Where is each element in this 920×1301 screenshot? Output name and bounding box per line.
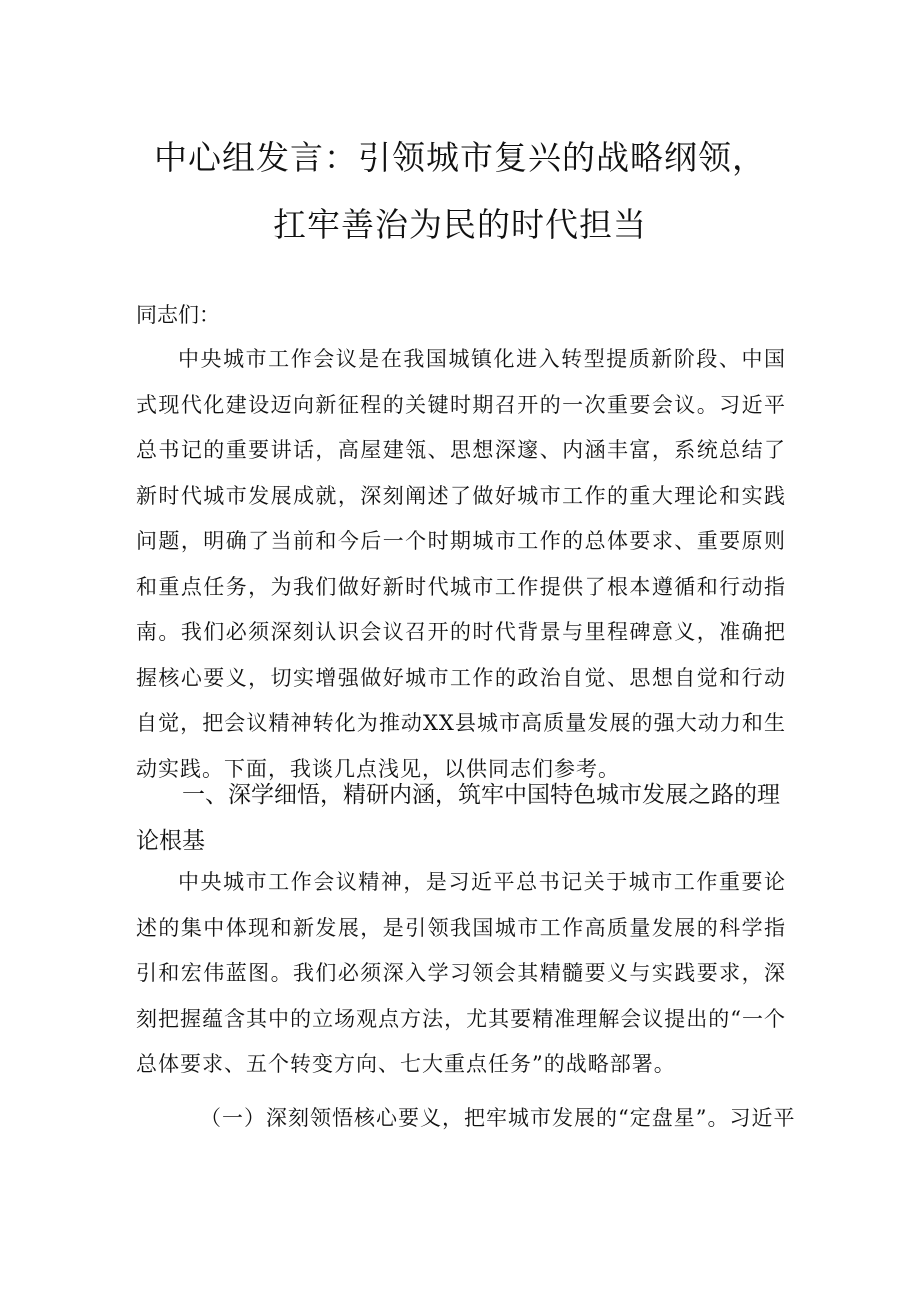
- salutation: 同志们：: [136, 303, 220, 327]
- subsection-1-text: （一）深刻领悟核心要义，把牢城市发展的“定盘星”。习近平: [200, 1106, 796, 1130]
- document-title-line-2: 扛牢善治为民的时代担当: [273, 205, 647, 244]
- intro-paragraph: 中央城市工作会议是在我国城镇化进入转型提质新阶段、中国式现代化建设迈向新征程的关键时期召开的一次重要会议。习近平总书记的重要讲话，高屋建瓴、思想深邃、内涵丰富，系统总结了新时代城市发展成就，深刻阐述了做好城市工作的重大理论和实践问题，明确了当前和今后一个时期城市工作的总体要求、重要原则和重点任务，为我们做好新时代城市工作提供了根本遵循和行动指南。我们必须深刻认识会议召开的时代背景与里程碑意义，准确把握核心要义，切实增强做好城市工作的政治自觉、思想自觉和行动自觉，把会议精神转化为推动XX县城市高质量发展的强大动力和生动实践。下面，我谈几点浅见，以供同志们参考。: [136, 347, 786, 781]
- document-title-line-1: 中心组发言：引领城市复兴的战略纲领，: [154, 138, 766, 177]
- section-1-heading: 一、深学细悟，精研内涵，筑牢中国特色城市发展之路的理论根基: [136, 782, 780, 854]
- section-1-paragraph: 中央城市工作会议精神，是习近平总书记关于城市工作重要论述的集中体现和新发展，是引领我国城市工作高质量发展的科学指引和宏伟蓝图。我们必须深入学习领会其精髓要义与实践要求，深刻把握蕴含其中的立场观点方法，尤其要精准理解会议提出的“一个总体要求、五个转变方向、七大重点任务”的战略部署。: [136, 870, 786, 1076]
